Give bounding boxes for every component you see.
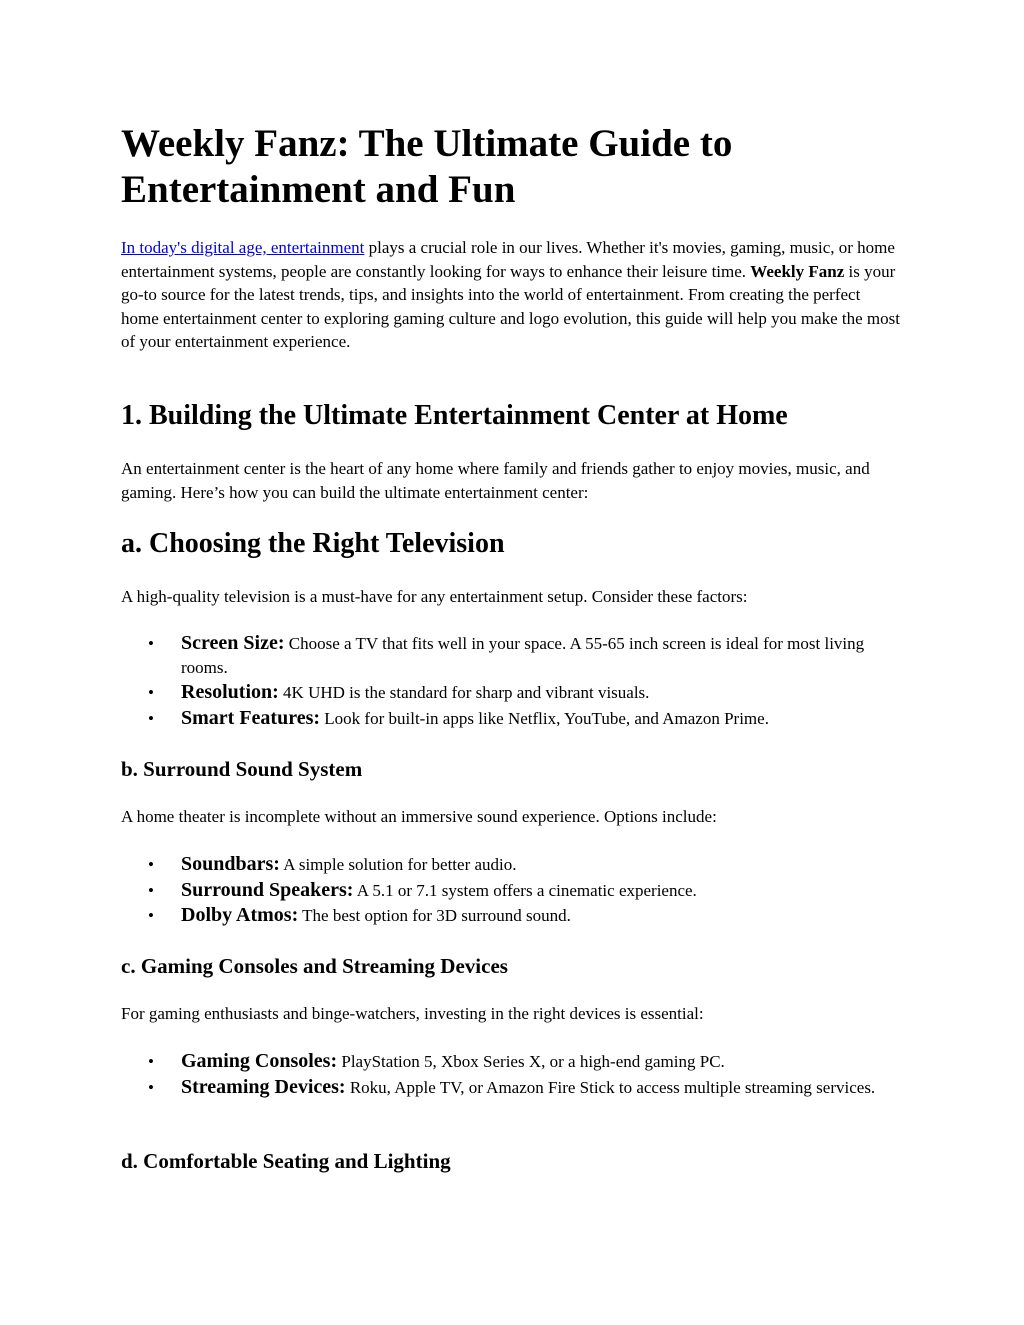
intro-paragraph [121,236,901,354]
list-item-text: 4K UHD is the standard for sharp and vibrant visuals. [278,683,650,702]
bullet-icon: • [148,906,154,925]
bullet-icon: • [148,1077,154,1097]
intro-text-1: plays a crucial role in our lives. Whether it's movies, gaming, music, or home entertainment systems, people are constantly looking for ways to enhance their leisure time. [121,238,895,281]
list-item [121,904,901,928]
subsection-b-paragraph: A home theater is incomplete without an immersive sound experience. Options include: [121,807,717,826]
bullet-icon: • [148,880,154,900]
list-item-text: A 5.1 or 7.1 system offers a cinematic experience. [353,880,697,900]
section-heading-1: 1. Building the Ultimate Entertainment Center at Home [121,400,788,431]
list-item-term: Dolby Atmos: [181,904,299,926]
list-item-term: Screen Size: [181,632,285,654]
page-title: Weekly Fanz: The Ultimate Guide to Entertainment and Fun [121,122,733,211]
bullet-icon: • [148,708,154,728]
list-item-term: Resolution: [181,681,279,703]
list-item-text: A simple solution for better audio. [279,855,517,874]
intro-text-2: is your go-to source for the latest trends, tips, and insights into the world of entertainment. From creating the perfect home entertainment center to exploring gaming culture and logo evolution, this guide will help you make the most of your entertainment experience. [121,261,900,351]
bullet-icon: • [148,1052,154,1071]
list-item [121,853,901,877]
section1-paragraph: An entertainment center is the heart of any home where family and friends gather to enjoy movies, music, and gaming. Here’s how you can build the ultimate entertainment center: [121,459,870,502]
sound-options-list [121,853,901,930]
subsection-heading-c: c. Gaming Consoles and Streaming Devices [121,954,508,978]
bullet-icon: • [148,855,154,874]
list-item-term: Surround Speakers: [181,878,354,901]
list-item [121,707,901,731]
subsection-heading-b: b. Surround Sound System [121,757,363,781]
list-item-term: Gaming Consoles: [181,1050,338,1072]
list-item-text: Look for built-in apps like Netflix, YouTube, and Amazon Prime. [320,708,769,728]
list-item [121,632,901,679]
list-item-term: Soundbars: [181,853,280,875]
subsection-c-paragraph: For gaming enthusiasts and binge-watchers, investing in the right devices is essential: [121,1004,704,1023]
list-item-text: PlayStation 5, Xbox Series X, or a high-end gaming PC. [337,1052,725,1071]
list-item [121,879,901,903]
list-item-text: The best option for 3D surround sound. [298,906,571,925]
list-item-text: Roku, Apple TV, or Amazon Fire Stick to access multiple streaming services. [345,1077,876,1097]
intro-link[interactable]: In today's digital age, entertainment [121,238,365,257]
subsection-heading-a: a. Choosing the Right Television [121,528,505,559]
devices-list [121,1050,901,1101]
tv-factors-list [121,632,901,732]
list-item-term: Streaming Devices: [181,1075,346,1098]
list-item [121,681,901,705]
subsection-a-paragraph: A high-quality television is a must-have for any entertainment setup. Consider these factors: [121,587,748,606]
list-item [121,1050,901,1074]
list-item [121,1076,901,1100]
brand-name: Weekly Fanz [750,261,845,281]
subsection-heading-d: d. Comfortable Seating and Lighting [121,1149,451,1173]
list-item-term: Smart Features: [181,706,321,729]
bullet-icon: • [148,683,154,702]
list-item-text: Choose a TV that fits well in your space. A 55-65 inch screen is ideal for most living rooms. [181,634,865,677]
bullet-icon: • [148,634,154,653]
